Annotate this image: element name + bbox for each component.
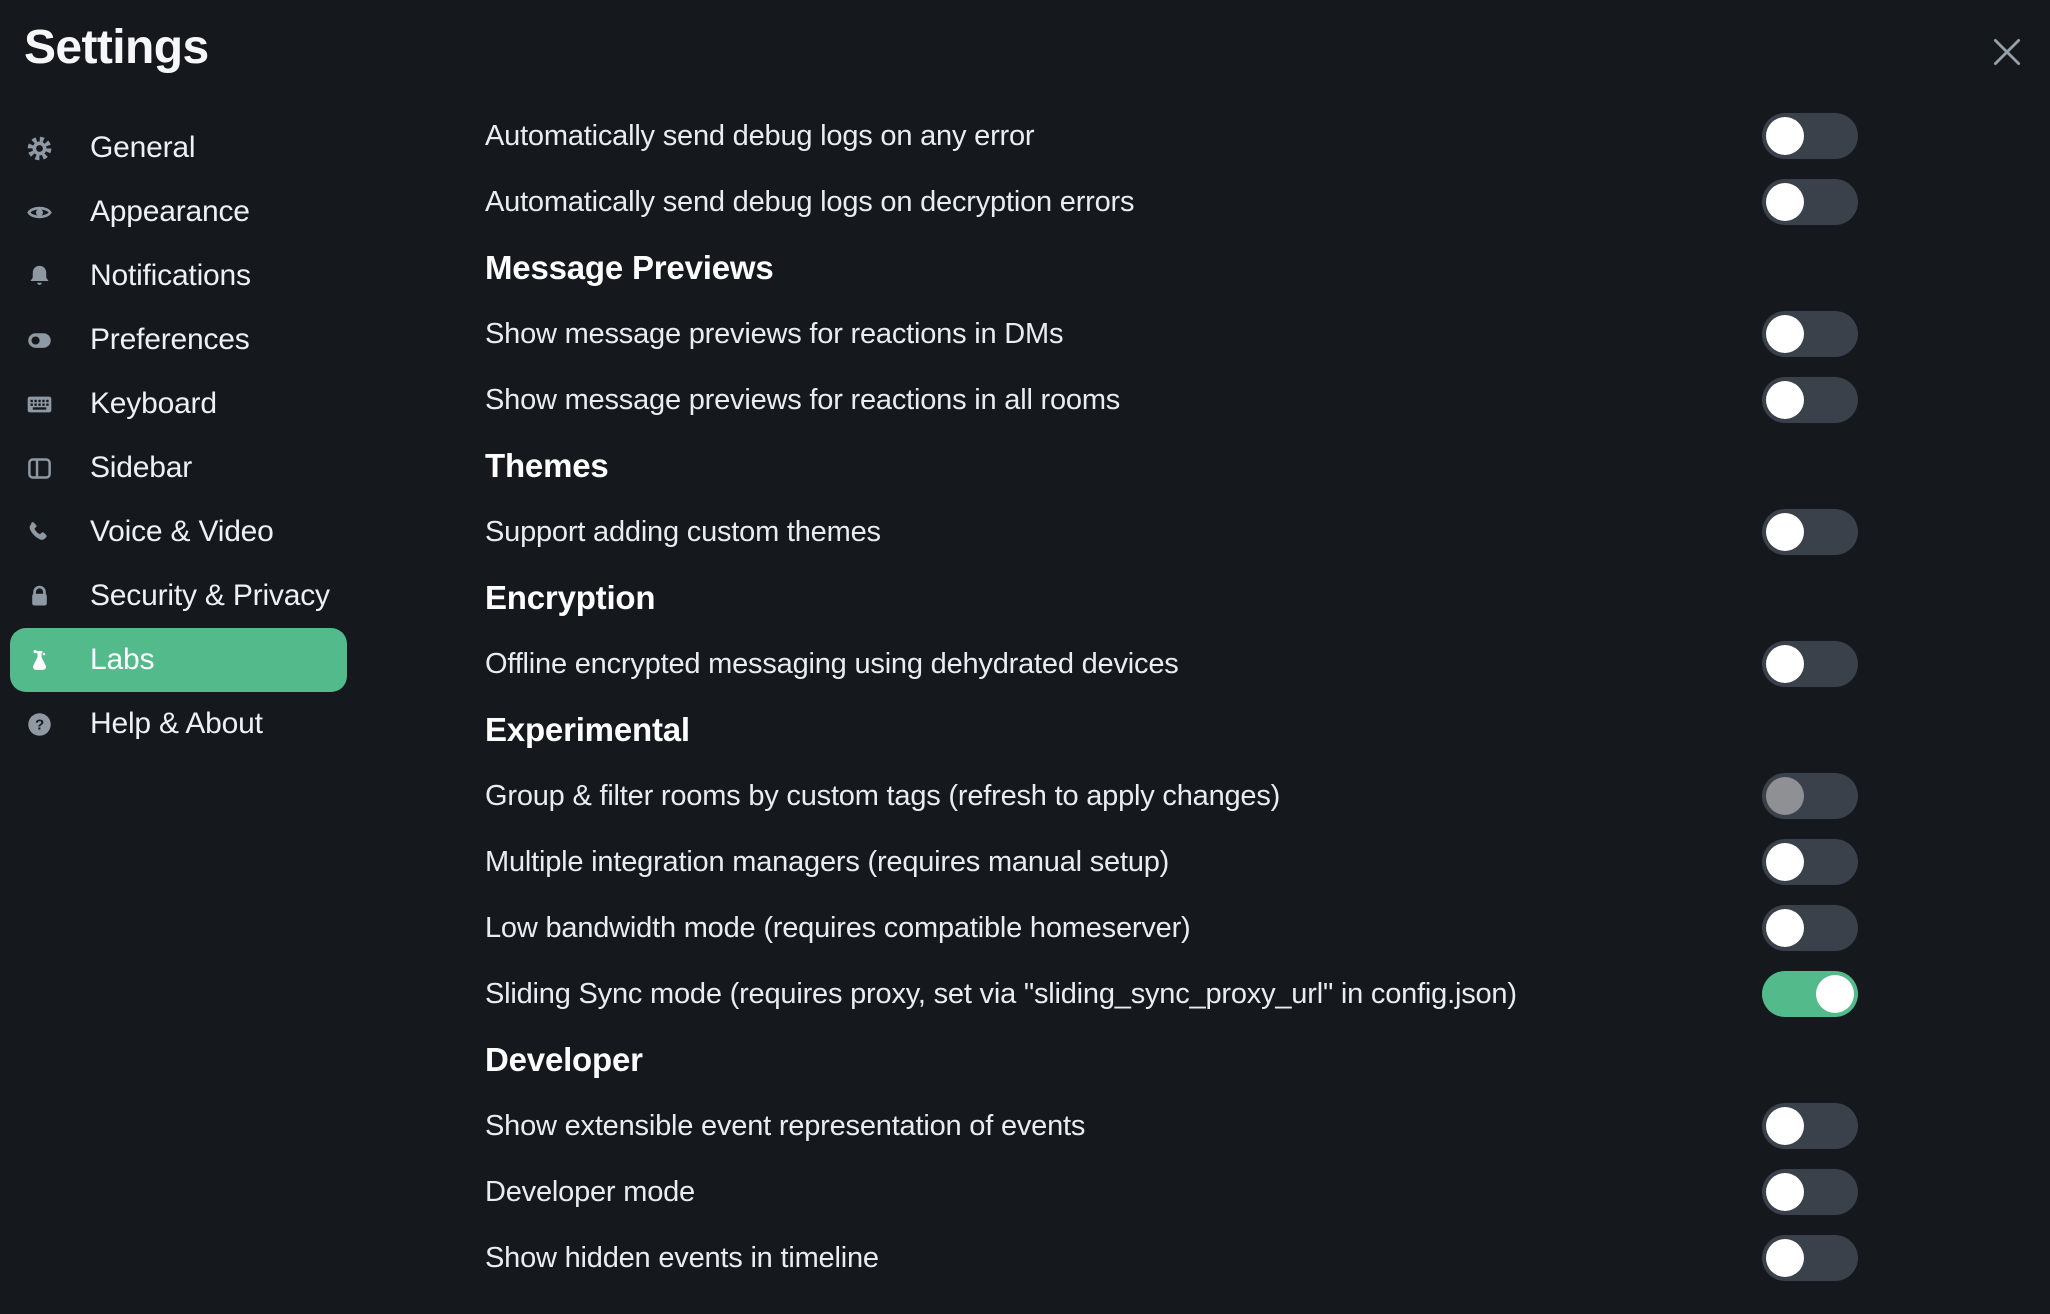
toggle-switch[interactable] xyxy=(1762,179,1858,225)
section-heading-row xyxy=(485,433,1858,499)
sidebar-item-keyboard[interactable] xyxy=(10,372,347,436)
section-heading-row xyxy=(485,235,1858,301)
setting-row xyxy=(485,1093,1858,1159)
section-heading: Developer xyxy=(485,1041,643,1078)
sidebar-item-label: General xyxy=(90,131,196,164)
settings-nav xyxy=(0,116,360,756)
toggle-switch[interactable] xyxy=(1762,839,1858,885)
sidebar-item-help-about[interactable] xyxy=(10,692,347,756)
section-heading-row xyxy=(485,1027,1858,1093)
labs-settings-panel xyxy=(485,103,1858,1291)
sidebar-item-preferences[interactable] xyxy=(10,308,347,372)
close-button[interactable] xyxy=(1981,26,2033,78)
toggle-switch[interactable] xyxy=(1762,113,1858,159)
setting-row xyxy=(485,829,1858,895)
toggle-knob xyxy=(1766,315,1804,353)
toggle-knob xyxy=(1766,1107,1804,1145)
question-circle-icon xyxy=(26,711,53,738)
setting-row xyxy=(485,961,1858,1027)
toggle-icon xyxy=(26,327,53,354)
setting-label: Sliding Sync mode (requires proxy, set via "sliding_sync_proxy_url" in config.json) xyxy=(485,977,1517,1010)
toggle-knob xyxy=(1766,183,1804,221)
setting-label: Group & filter rooms by custom tags (refresh to apply changes) xyxy=(485,779,1281,812)
sidebar-item-label: Keyboard xyxy=(90,387,217,420)
sidebar-item-label: Sidebar xyxy=(90,451,193,484)
toggle-knob xyxy=(1766,1239,1804,1277)
sidebar-item-label: Voice & Video xyxy=(90,515,274,548)
setting-label: Support adding custom themes xyxy=(485,515,881,548)
toggle-knob xyxy=(1766,1173,1804,1211)
section-heading-row xyxy=(485,697,1858,763)
section-heading: Message Previews xyxy=(485,249,774,286)
toggle-switch[interactable] xyxy=(1762,377,1858,423)
toggle-switch[interactable] xyxy=(1762,905,1858,951)
section-heading-row xyxy=(485,565,1858,631)
sidebar-item-labs[interactable] xyxy=(10,628,347,692)
setting-row xyxy=(485,763,1858,829)
sidebar-item-voice-video[interactable] xyxy=(10,500,347,564)
setting-row xyxy=(485,631,1858,697)
setting-label: Automatically send debug logs on decryption errors xyxy=(485,185,1135,218)
gear-icon xyxy=(26,135,53,162)
sidebar-item-label: Preferences xyxy=(90,323,250,356)
setting-label: Show message previews for reactions in DMs xyxy=(485,317,1064,350)
sidebar-item-sidebar[interactable] xyxy=(10,436,347,500)
setting-row xyxy=(485,1225,1858,1291)
sidebar-panels-icon xyxy=(26,455,53,482)
lock-icon xyxy=(26,583,53,610)
sidebar-item-label: Notifications xyxy=(90,259,251,292)
setting-row xyxy=(485,895,1858,961)
toggle-knob xyxy=(1766,513,1804,551)
setting-row xyxy=(485,169,1858,235)
flask-icon xyxy=(26,647,53,674)
sidebar-item-notifications[interactable] xyxy=(10,244,347,308)
toggle-switch[interactable] xyxy=(1762,1103,1858,1149)
toggle-knob xyxy=(1766,843,1804,881)
setting-label: Multiple integration managers (requires manual setup) xyxy=(485,845,1170,878)
setting-label: Show message previews for reactions in all rooms xyxy=(485,383,1121,416)
toggle-switch[interactable] xyxy=(1762,1169,1858,1215)
setting-label: Show hidden events in timeline xyxy=(485,1241,879,1274)
setting-label: Low bandwidth mode (requires compatible homeserver) xyxy=(485,911,1191,944)
setting-label: Offline encrypted messaging using dehydrated devices xyxy=(485,647,1179,680)
toggle-switch[interactable] xyxy=(1762,773,1858,819)
sidebar-item-security-privacy[interactable] xyxy=(10,564,347,628)
toggle-switch[interactable] xyxy=(1762,971,1858,1017)
bell-icon xyxy=(26,263,53,290)
setting-label: Automatically send debug logs on any error xyxy=(485,119,1035,152)
setting-row xyxy=(485,1159,1858,1225)
sidebar-item-appearance[interactable] xyxy=(10,180,347,244)
toggle-switch[interactable] xyxy=(1762,1235,1858,1281)
setting-label: Developer mode xyxy=(485,1175,695,1208)
sidebar-item-label: Appearance xyxy=(90,195,250,228)
setting-row xyxy=(485,301,1858,367)
sidebar-item-general[interactable] xyxy=(10,116,347,180)
section-heading: Experimental xyxy=(485,711,690,748)
eye-icon xyxy=(26,199,53,226)
phone-icon xyxy=(26,519,53,546)
section-heading: Encryption xyxy=(485,579,656,616)
sidebar-item-label: Security & Privacy xyxy=(90,579,330,612)
toggle-knob xyxy=(1766,645,1804,683)
setting-row xyxy=(485,499,1858,565)
toggle-switch[interactable] xyxy=(1762,641,1858,687)
toggle-knob xyxy=(1766,381,1804,419)
setting-row xyxy=(485,367,1858,433)
close-icon xyxy=(1987,32,2027,72)
keyboard-icon xyxy=(26,391,53,418)
setting-row xyxy=(485,103,1858,169)
setting-label: Show extensible event representation of events xyxy=(485,1109,1086,1142)
toggle-knob xyxy=(1766,117,1804,155)
toggle-knob xyxy=(1766,909,1804,947)
toggle-switch[interactable] xyxy=(1762,509,1858,555)
toggle-knob xyxy=(1766,777,1804,815)
toggle-knob xyxy=(1816,975,1854,1013)
sidebar-item-label: Labs xyxy=(90,643,155,676)
svg-text:?: ? xyxy=(34,716,45,734)
section-heading: Themes xyxy=(485,447,609,484)
page-title: Settings xyxy=(24,21,209,74)
toggle-switch[interactable] xyxy=(1762,311,1858,357)
sidebar-item-label: Help & About xyxy=(90,707,263,740)
